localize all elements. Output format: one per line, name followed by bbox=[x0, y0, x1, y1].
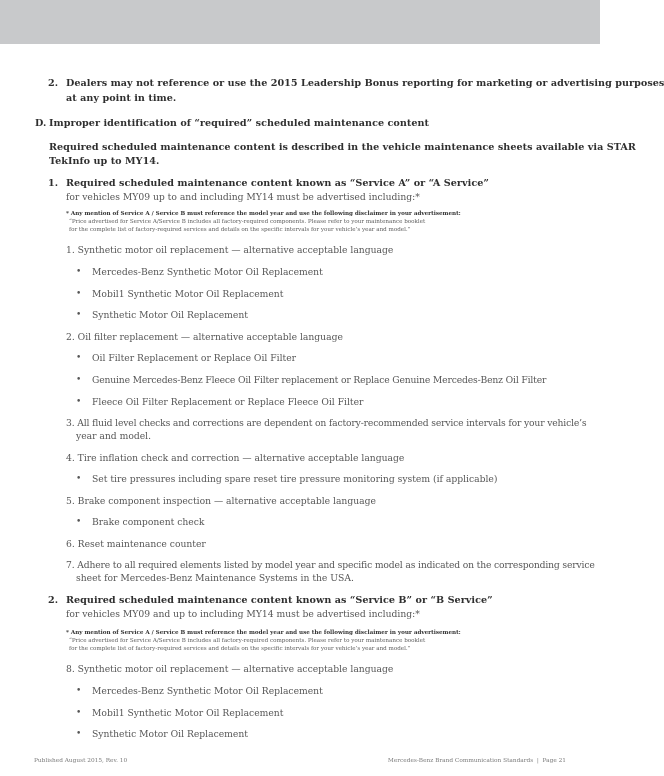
item-number: 2. bbox=[48, 78, 59, 89]
bullet: • bbox=[76, 375, 82, 385]
list-item: Mercedes-Benz Synthetic Motor Oil Replacement bbox=[92, 686, 323, 697]
subsection-number: 1. bbox=[48, 178, 59, 189]
list-item: 8. Synthetic motor oil replacement — alternative acceptable language bbox=[66, 664, 394, 675]
list-item: year and model. bbox=[76, 431, 152, 442]
disclaimer-text: for the complete list of factory-required services and details on the specific intervals for your vehicle’s year and model.” bbox=[69, 646, 411, 652]
list-item: 2. Oil filter replacement — alternative acceptable language bbox=[66, 332, 343, 343]
list-item: sheet for Mercedes-Benz Maintenance Systems in the USA. bbox=[76, 573, 354, 584]
disclaimer-text: “Price advertised for Service A/Service B includes all factory-required components. Please refer to your maintenance booklet bbox=[69, 638, 426, 644]
header-band bbox=[0, 0, 600, 44]
intro-text: TekInfo up to MY14. bbox=[49, 156, 160, 167]
item-text: at any point in time. bbox=[66, 93, 177, 104]
disclaimer-text: “Price advertised for Service A/Service B includes all factory-required components. Please refer to your maintenance booklet bbox=[69, 219, 426, 225]
section-title: Improper identification of “required” scheduled maintenance content bbox=[49, 118, 430, 129]
bullet: • bbox=[76, 474, 82, 484]
list-item: Mercedes-Benz Synthetic Motor Oil Replacement bbox=[92, 267, 323, 278]
bullet: • bbox=[76, 353, 82, 363]
list-item: Oil Filter Replacement or Replace Oil Filter bbox=[92, 353, 297, 364]
bullet: • bbox=[76, 686, 82, 696]
service-a-subtitle: for vehicles MY09 up to and including MY14 must be advertised including:* bbox=[66, 192, 420, 203]
list-item: 5. Brake component inspection — alternative acceptable language bbox=[66, 496, 376, 507]
subsection-number: 2. bbox=[48, 595, 59, 606]
service-b-title: Required scheduled maintenance content known as “Service B” or “B Service” bbox=[66, 595, 493, 606]
bullet: • bbox=[76, 310, 82, 320]
bullet: • bbox=[76, 267, 82, 277]
list-item: 3. All fluid level checks and corrections are dependent on factory-recommended service intervals for your vehicle’s bbox=[66, 418, 587, 429]
list-item: Mobil1 Synthetic Motor Oil Replacement bbox=[92, 289, 284, 300]
section-label: D. bbox=[35, 118, 47, 129]
bullet: • bbox=[76, 708, 82, 718]
list-item: Synthetic Motor Oil Replacement bbox=[92, 729, 248, 740]
disclaimer-heading: * Any mention of Service A / Service B must reference the model year and use the following disclaimer in your advertisement: bbox=[66, 211, 461, 217]
disclaimer-heading: * Any mention of Service A / Service B must reference the model year and use the following disclaimer in your advertisement: bbox=[66, 630, 461, 636]
bullet: • bbox=[76, 517, 82, 527]
list-item: 7. Adhere to all required elements listed by model year and specific model as indicated on the corresponding service bbox=[66, 560, 595, 571]
item-text: Dealers may not reference or use the 2015 Leadership Bonus reporting for marketing or advertising purposes bbox=[66, 78, 664, 89]
list-item: Fleece Oil Filter Replacement or Replace Fleece Oil Filter bbox=[92, 397, 364, 408]
list-item: Genuine Mercedes-Benz Fleece Oil Filter replacement or Replace Genuine Mercedes-Benz Oil Filter bbox=[92, 375, 547, 386]
bullet: • bbox=[76, 397, 82, 407]
list-item: 6. Reset maintenance counter bbox=[66, 539, 206, 550]
bullet: • bbox=[76, 289, 82, 299]
disclaimer-text: for the complete list of factory-required services and details on the specific intervals for your vehicle’s year and model.” bbox=[69, 227, 411, 233]
list-item: Synthetic Motor Oil Replacement bbox=[92, 310, 248, 321]
footer-published: Published August 2015, Rev. 10 bbox=[34, 758, 128, 764]
list-item: Mobil1 Synthetic Motor Oil Replacement bbox=[92, 708, 284, 719]
service-a-title: Required scheduled maintenance content known as “Service A” or “A Service” bbox=[66, 178, 489, 189]
intro-text: Required scheduled maintenance content is described in the vehicle maintenance sheets available via STAR bbox=[49, 142, 636, 153]
list-item: 4. Tire inflation check and correction — alternative acceptable language bbox=[66, 453, 405, 464]
list-item: Set tire pressures including spare reset tire pressure monitoring system (if applicable) bbox=[92, 474, 498, 485]
list-item: 1. Synthetic motor oil replacement — alternative acceptable language bbox=[66, 245, 394, 256]
bullet: • bbox=[76, 729, 82, 739]
footer-page: Mercedes-Benz Brand Communication Standards | Page 21 bbox=[387, 758, 566, 764]
service-b-subtitle: for vehicles MY09 and up to including MY14 must be advertised including:* bbox=[66, 609, 420, 620]
list-item: Brake component check bbox=[92, 517, 205, 528]
